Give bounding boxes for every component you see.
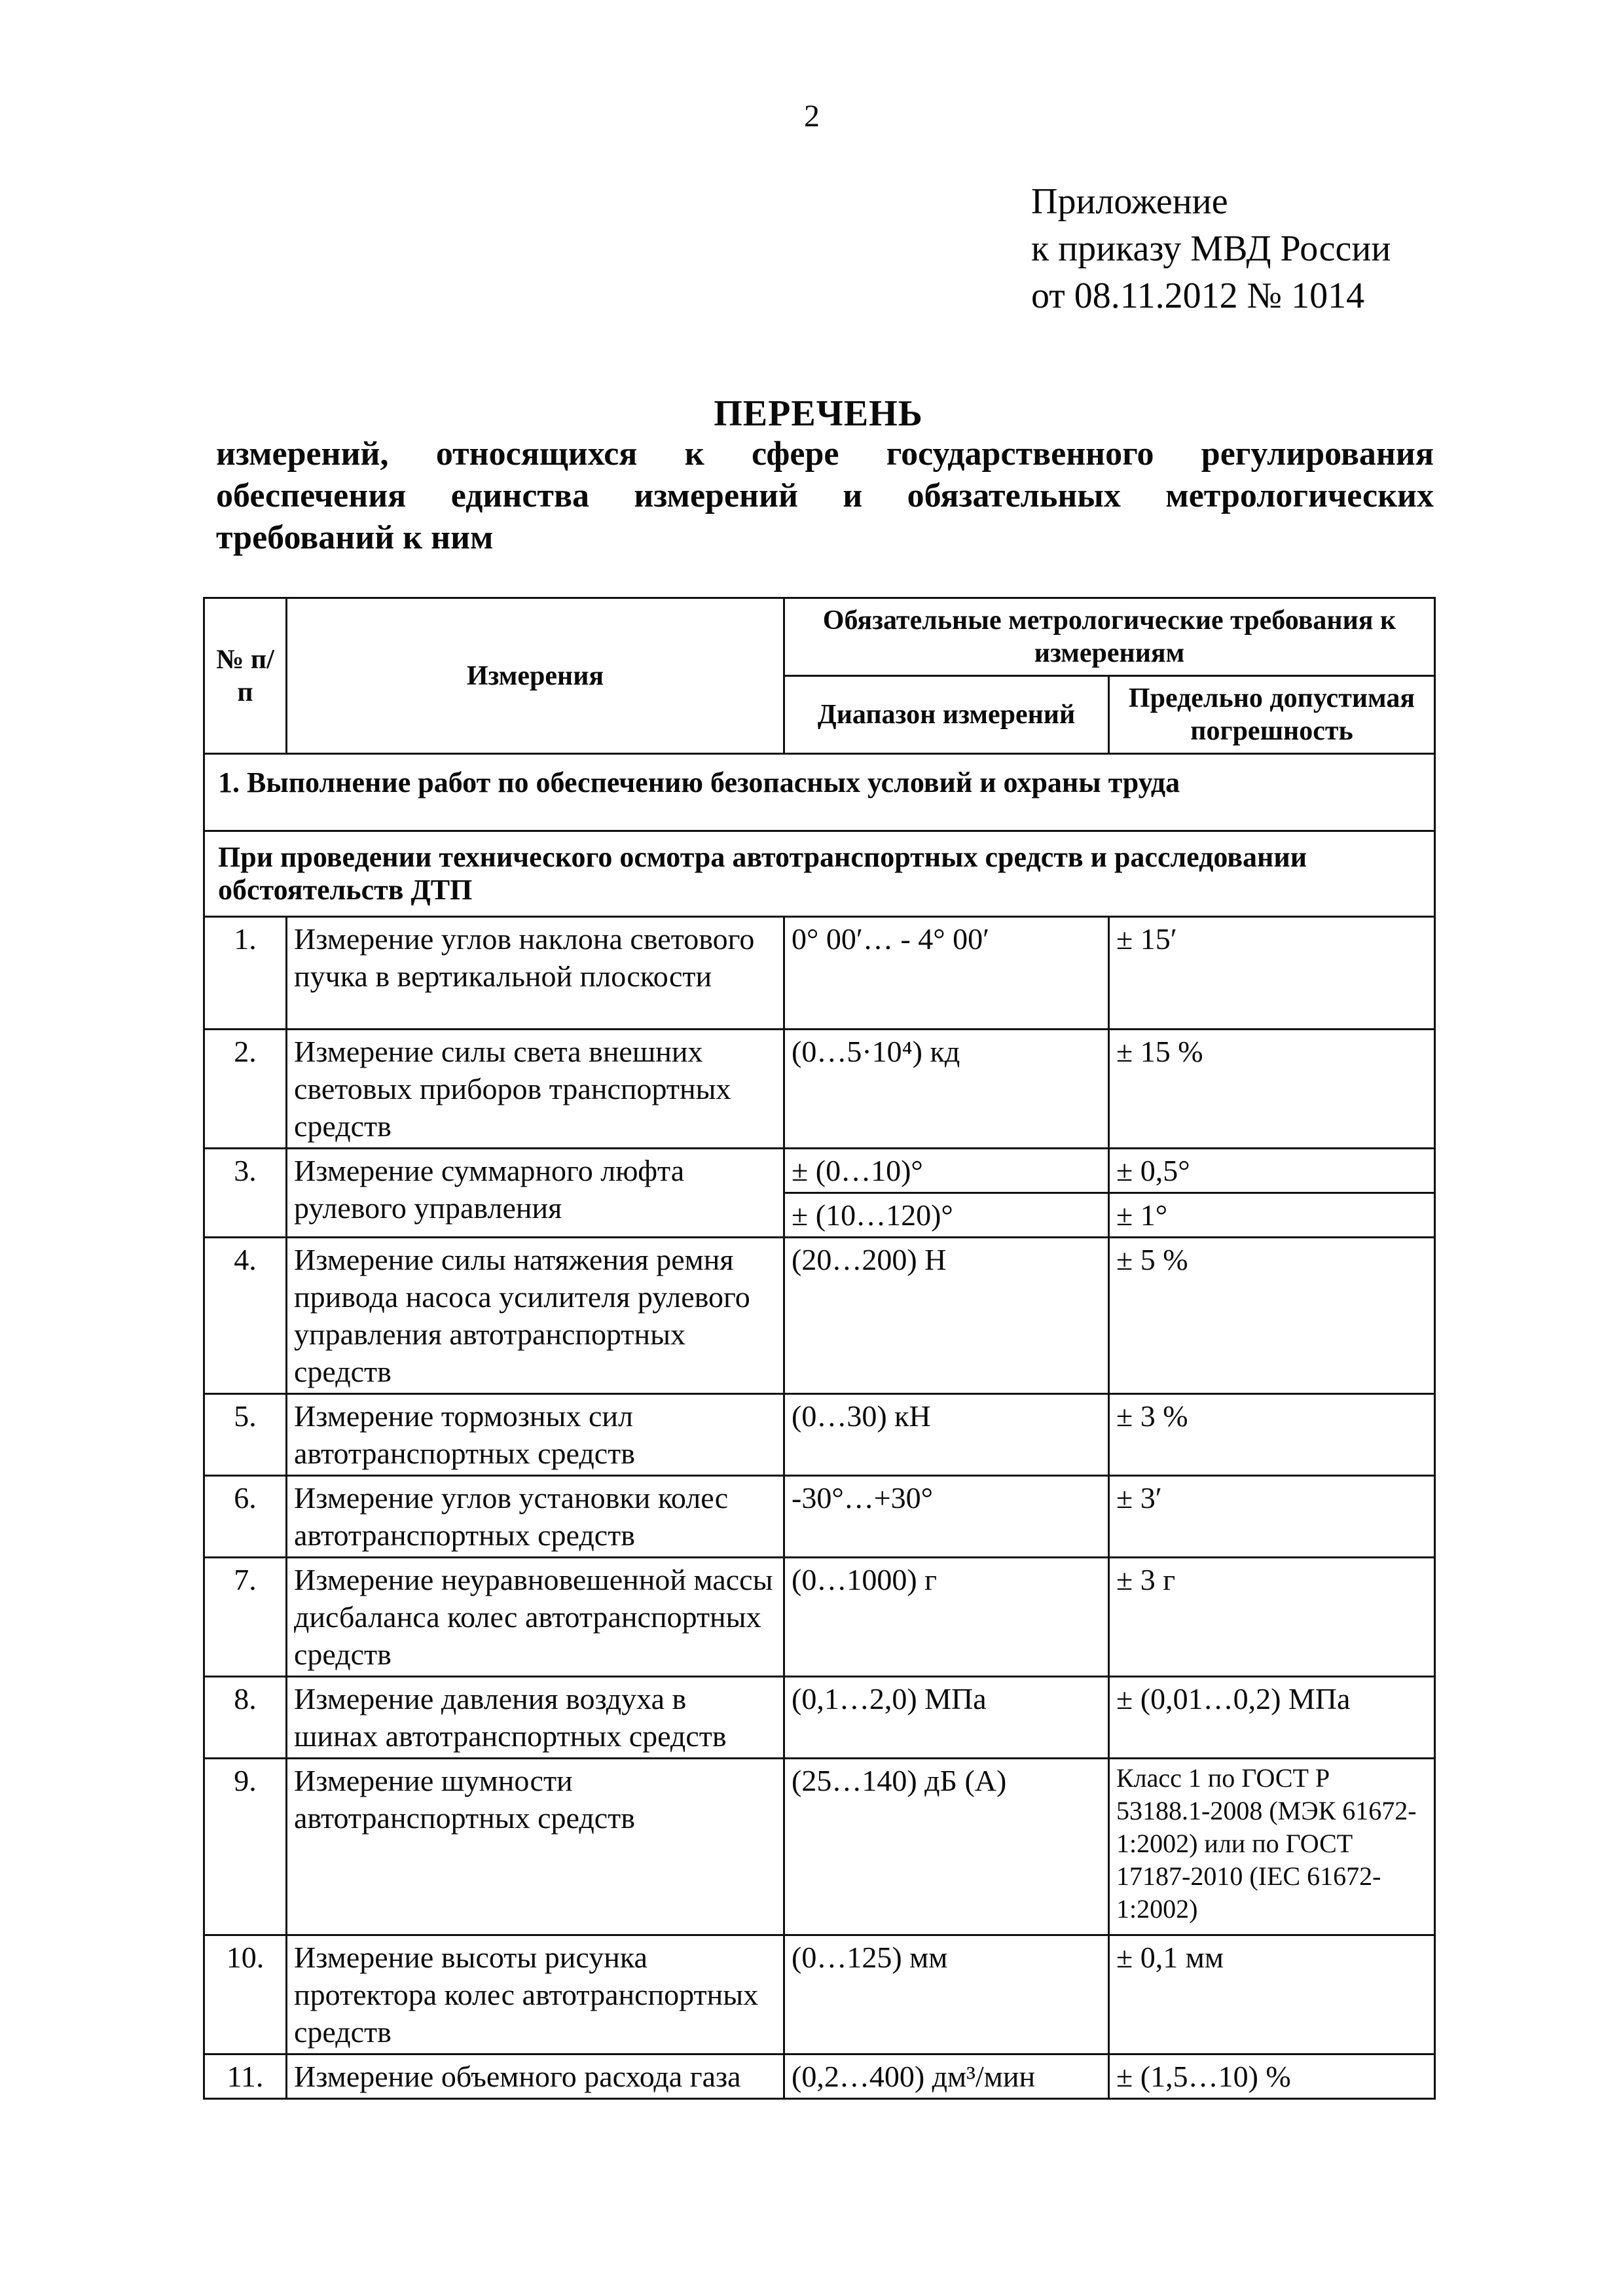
row-accuracy: ± 0,5° <box>1109 1149 1435 1193</box>
table-row <box>204 1759 1435 1935</box>
approval-line: к приказу МВД России <box>1031 228 1391 269</box>
row-measurement: Измерение углов наклона светового пучка в вертикальной плоскости <box>287 917 784 1030</box>
table-row <box>204 1677 1435 1759</box>
header-range: Диапазон измерений <box>784 676 1109 754</box>
subsection-title: При проведении технического осмотра автотранспортных средств и расследовании обстоятельств ДТП <box>204 831 1435 917</box>
row-accuracy: ± 15′ <box>1109 917 1435 1030</box>
measurements-table <box>203 597 1436 2100</box>
table-row <box>204 2054 1435 2099</box>
row-range: ± (0…10)° <box>784 1149 1109 1193</box>
row-range: -30°…+30° <box>784 1476 1109 1558</box>
document-title: ПЕРЕЧЕНЬ <box>714 393 923 434</box>
row-accuracy: ± 0,1 мм <box>1109 1935 1435 2054</box>
header-accuracy: Предельно допустимая погрешность <box>1109 676 1435 754</box>
row-range: ± (10…120)° <box>784 1193 1109 1238</box>
approval-block <box>1031 178 1391 319</box>
header-number: № п/п <box>204 598 287 754</box>
row-number: 11. <box>204 2054 287 2099</box>
row-range: (0…5·10⁴) кд <box>784 1030 1109 1149</box>
row-range: (0…30) кН <box>784 1394 1109 1476</box>
section-title: 1. Выполнение работ по обеспечению безопасных условий и охраны труда <box>204 754 1435 831</box>
row-number: 9. <box>204 1759 287 1935</box>
row-range: (0…125) мм <box>784 1935 1109 2054</box>
row-accuracy: ± 15 % <box>1109 1030 1435 1149</box>
header-measurement: Измерения <box>287 598 784 754</box>
row-measurement: Измерение углов установки колес автотранспортных средств <box>287 1476 784 1558</box>
row-measurement: Измерение неуравновешенной массы дисбаланса колес автотранспортных средств <box>287 1558 784 1677</box>
row-accuracy: ± 3′ <box>1109 1476 1435 1558</box>
row-number: 10. <box>204 1935 287 2054</box>
table-row <box>204 1558 1435 1677</box>
table-row <box>204 1238 1435 1394</box>
table-row <box>204 1394 1435 1476</box>
row-number: 5. <box>204 1394 287 1476</box>
row-number: 8. <box>204 1677 287 1759</box>
row-accuracy: ± 3 г <box>1109 1558 1435 1677</box>
page-number: 2 <box>804 99 820 134</box>
row-number: 7. <box>204 1558 287 1677</box>
document-subtitle <box>216 433 1434 559</box>
row-measurement: Измерение давления воздуха в шинах автотранспортных средств <box>287 1677 784 1759</box>
row-number: 3. <box>204 1149 287 1238</box>
table-row <box>204 1935 1435 2054</box>
row-measurement: Измерение суммарного люфта рулевого управления <box>287 1149 784 1238</box>
row-measurement: Измерение тормозных сил автотранспортных средств <box>287 1394 784 1476</box>
row-number: 6. <box>204 1476 287 1558</box>
row-range: 0° 00′… - 4° 00′ <box>784 917 1109 1030</box>
table-row <box>204 1149 1435 1193</box>
table-row <box>204 917 1435 1030</box>
subtitle-line: измерений, относящихся к сфере государственного регулирования <box>216 435 1434 473</box>
row-range: (0…1000) г <box>784 1558 1109 1677</box>
header-requirements: Обязательные метрологические требования к измерениям <box>784 598 1435 676</box>
row-range: (0,2…400) дм³/мин <box>784 2054 1109 2099</box>
row-range: (25…140) дБ (А) <box>784 1759 1109 1935</box>
subtitle-line: требований к ним <box>216 519 494 556</box>
row-number: 4. <box>204 1238 287 1394</box>
row-measurement: Измерение высоты рисунка протектора колес автотранспортных средств <box>287 1935 784 2054</box>
row-accuracy: ± (1,5…10) % <box>1109 2054 1435 2099</box>
row-accuracy: ± 5 % <box>1109 1238 1435 1394</box>
row-range: (0,1…2,0) МПа <box>784 1677 1109 1759</box>
row-measurement: Измерение силы света внешних световых приборов транспортных средств <box>287 1030 784 1149</box>
subtitle-line: обеспечения единства измерений и обязательных метрологических <box>216 477 1434 514</box>
table-row <box>204 1030 1435 1149</box>
row-number: 1. <box>204 917 287 1030</box>
row-measurement: Измерение силы натяжения ремня привода насоса усилителя рулевого управления автотранспортных средств <box>287 1238 784 1394</box>
row-number: 2. <box>204 1030 287 1149</box>
approval-line: от 08.11.2012 № 1014 <box>1031 276 1365 316</box>
row-accuracy: ± 1° <box>1109 1193 1435 1238</box>
approval-line: Приложение <box>1031 181 1228 222</box>
row-range: (20…200) Н <box>784 1238 1109 1394</box>
row-measurement: Измерение объемного расхода газа <box>287 2054 784 2099</box>
row-measurement: Измерение шумности автотранспортных средств <box>287 1759 784 1935</box>
row-accuracy: ± (0,01…0,2) МПа <box>1109 1677 1435 1759</box>
table-row <box>204 1476 1435 1558</box>
row-accuracy: Класс 1 по ГОСТ Р 53188.1-2008 (МЭК 61672-1:2002) или по ГОСТ 17187-2010 (IEC 61672-1:2002) <box>1109 1759 1435 1935</box>
row-accuracy: ± 3 % <box>1109 1394 1435 1476</box>
